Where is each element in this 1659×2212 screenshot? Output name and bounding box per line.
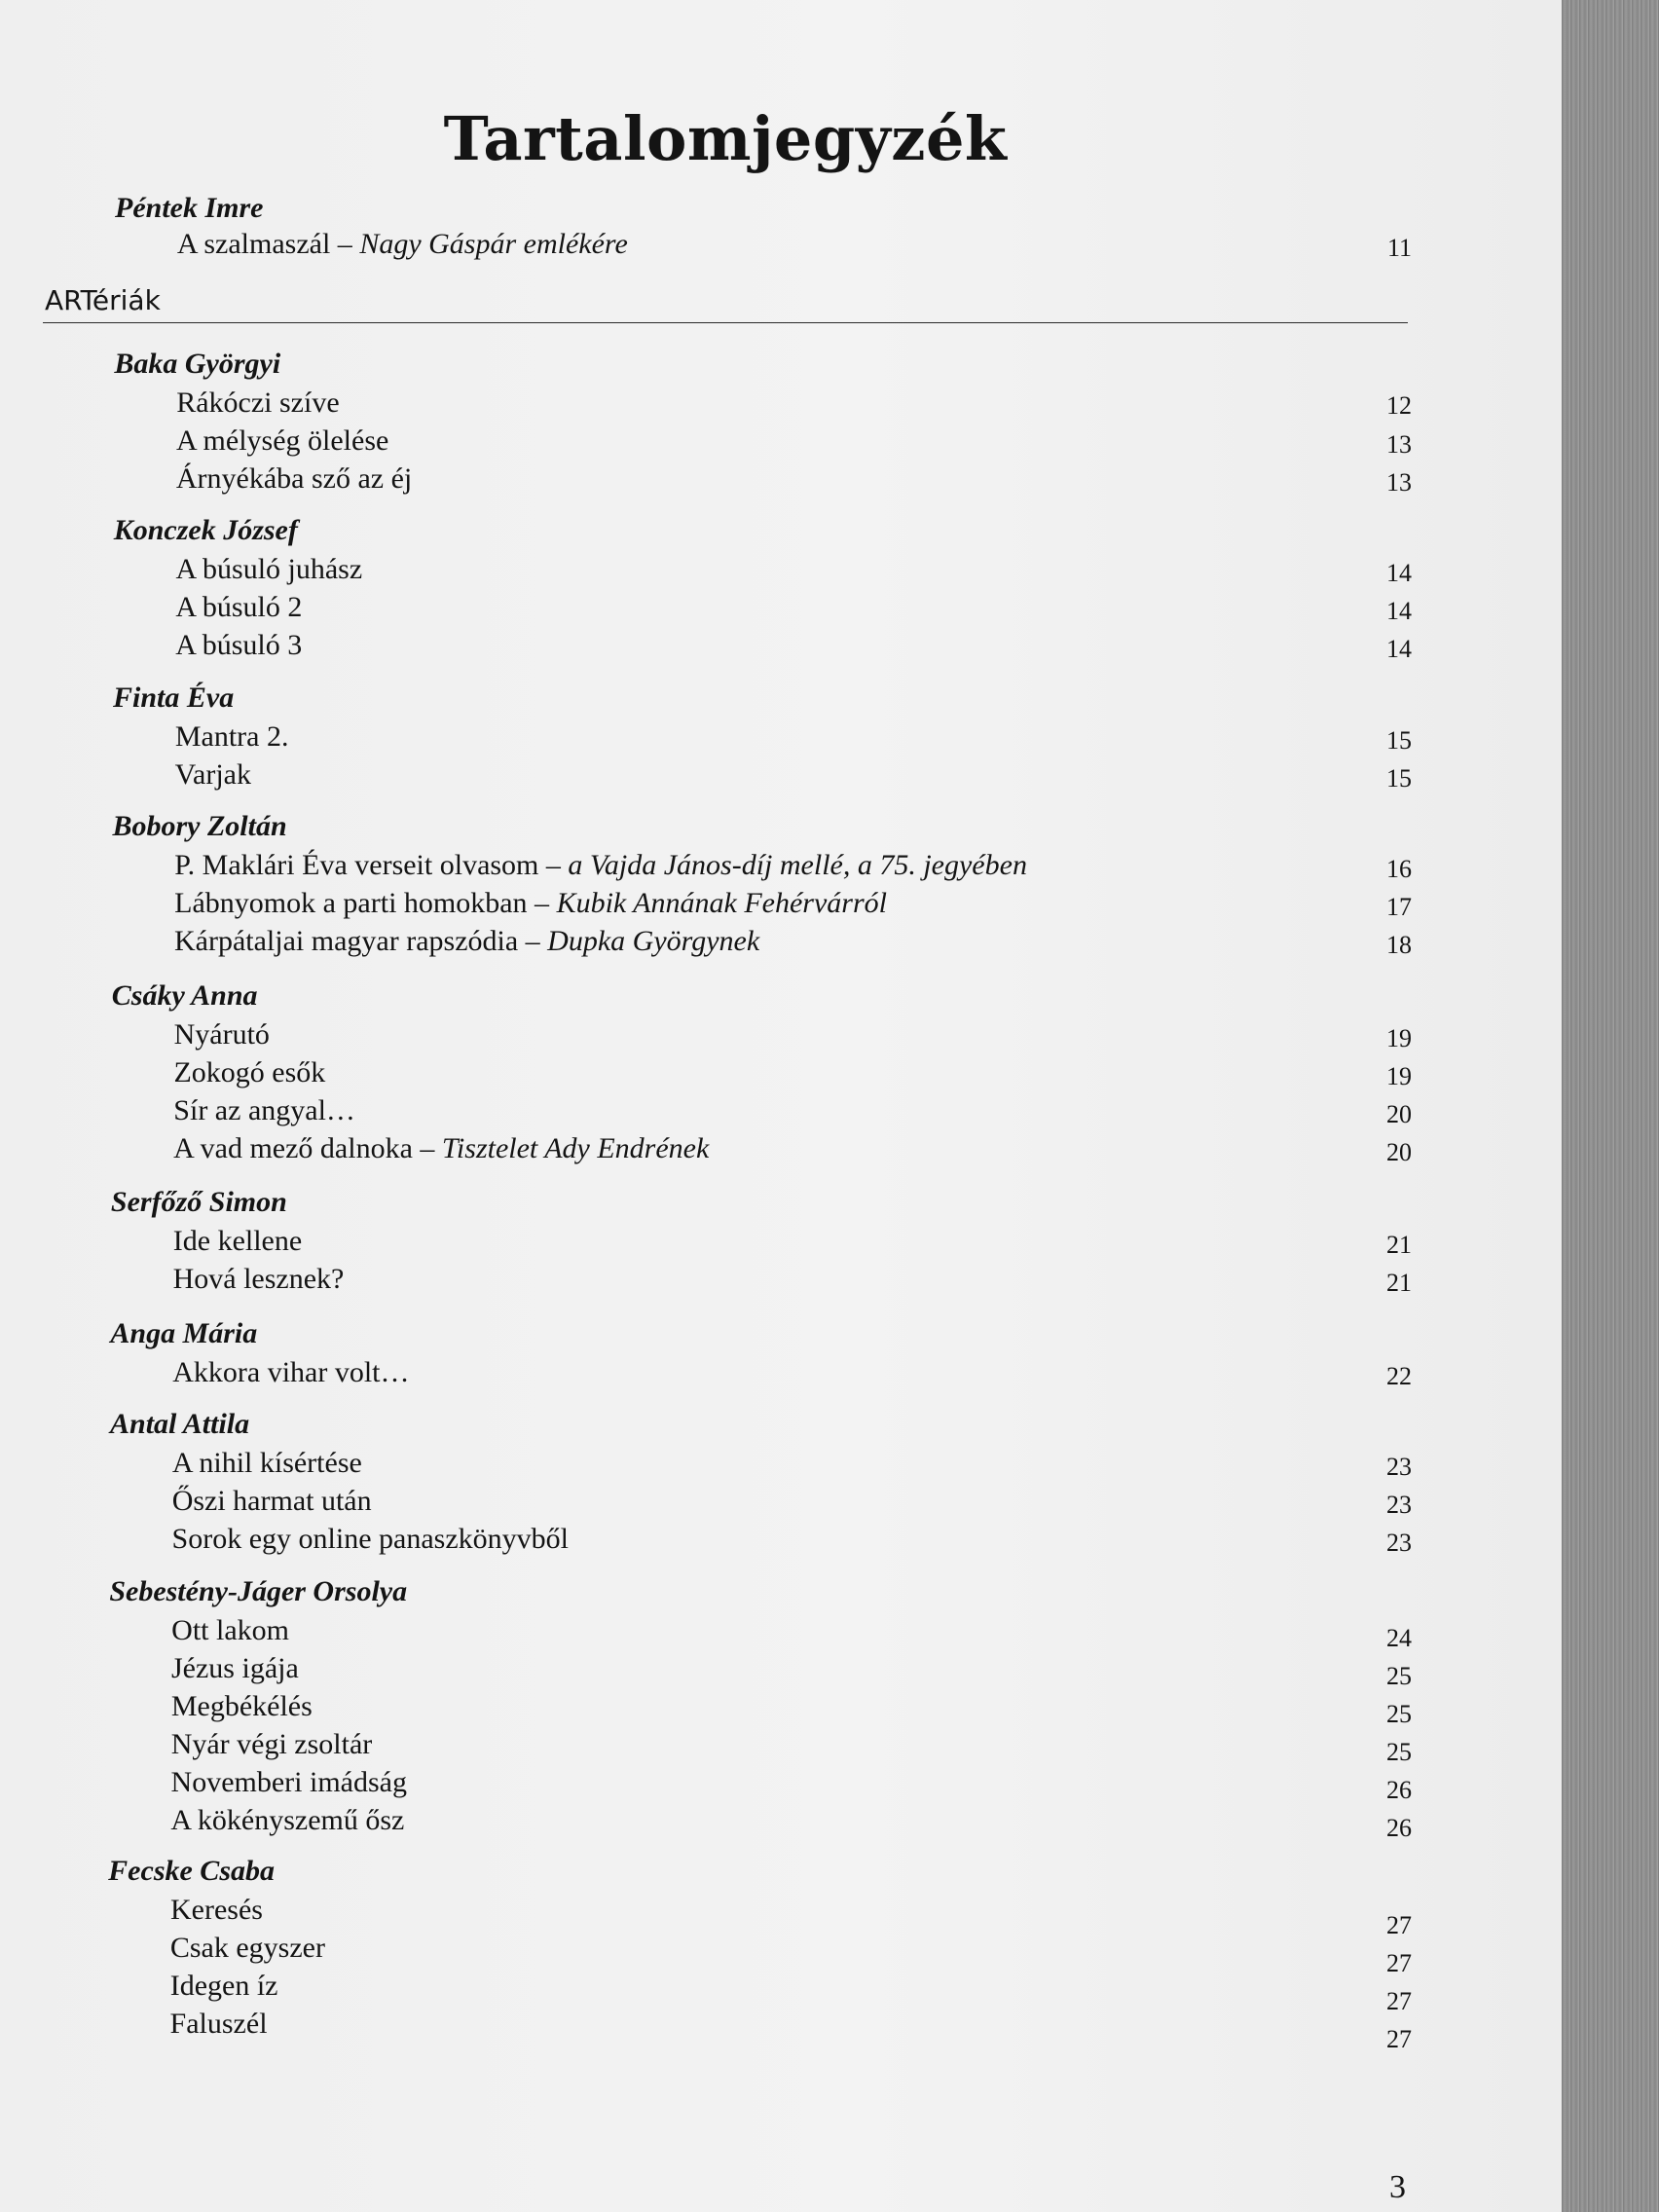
entry-title [171,1652,299,1685]
entry-page-number: 24 [1386,1624,1412,1652]
entry-title [173,1263,345,1296]
author-name: Konczek József [113,514,298,546]
entry-title-text: A mélység ölelése [176,424,389,457]
entry-title-text: A szalmaszál – [176,228,360,260]
entry-title-text: Árnyékába sző az éj [175,462,413,495]
entry-page-number: 12 [1386,391,1412,420]
entry-page-number: 20 [1386,1100,1412,1128]
entry-page-number: 23 [1386,1453,1412,1481]
author-name: Finta Éva [113,682,235,714]
author-name: Péntek Imre [115,192,264,224]
entry-page-number: 15 [1386,764,1412,793]
entry-title [173,1225,302,1258]
entry-title [176,553,363,586]
entry-page-number: 17 [1386,893,1412,921]
entry-title-text: A nihil kísértése [171,1447,362,1479]
entry-title [175,591,302,624]
entry-title-text: Jézus igája [171,1652,299,1684]
entry-title [171,1690,313,1723]
entry-title-text: P. Maklári Éva verseit olvasom – [174,849,569,881]
entry-page-number: 14 [1386,635,1412,663]
entry-title [174,887,887,920]
entry-title-text: A búsuló 2 [175,591,303,623]
entry-title-text: Nyár végi zsoltár [170,1728,373,1760]
entry-title-text: Megbékélés [170,1690,313,1722]
section-divider [43,322,1408,323]
entry-title [170,1894,263,1927]
entry-title-text: A búsuló juhász [175,553,363,585]
entry-title-text: Sorok egy online panaszkönyvből [171,1523,569,1555]
entry-page-number: 25 [1386,1738,1412,1766]
entry-title [175,758,251,792]
entry-title-text: Hová lesznek? [172,1263,345,1295]
entry-dedication: Tisztelet Ady Endrének [441,1132,710,1164]
entry-page-number: 25 [1386,1662,1412,1690]
entry-title [172,1485,372,1518]
entry-dedication: Kubik Annának Fehérvárról [556,887,887,919]
entry-page-number: 18 [1386,931,1412,959]
entry-title-text: Ott lakom [171,1614,289,1646]
entry-title-text: Rákóczi szíve [176,387,340,419]
entry-title-text: Ide kellene [172,1225,303,1257]
entry-title-text: Csak egyszer [169,1932,325,1964]
entry-title [172,1447,362,1480]
entry-title-text: Akkora vihar volt… [172,1356,410,1388]
entry-title-text: Őszi harmat után [171,1485,372,1517]
author-name: Csáky Anna [111,979,258,1012]
author-name: Fecske Csaba [108,1855,275,1887]
author-name: Baka Györgyi [114,348,281,380]
entry-title-text: Varjak [174,758,251,791]
entry-title [173,1094,355,1127]
author-name: Antal Attila [110,1408,250,1440]
entry-page-number: 21 [1386,1269,1412,1297]
entry-title [172,1523,569,1556]
author-name: Sebestény-Jáger Orsolya [109,1575,408,1607]
entry-title [175,629,302,662]
entry-page-number: 22 [1386,1362,1412,1390]
entry-title [175,720,289,754]
entry-page-number: 20 [1386,1138,1412,1166]
entry-title-text: Mantra 2. [174,720,289,753]
entry-title [174,849,1027,882]
author-name: Anga Mária [110,1317,258,1349]
entry-page-number: 19 [1386,1024,1412,1052]
entry-page-number: 26 [1386,1776,1412,1804]
entry-page-number: 16 [1386,855,1412,883]
entry-page-number: 27 [1386,1949,1412,1977]
entry-title-text: Zokogó esők [173,1056,326,1088]
entry-title-text: Nyárutó [173,1018,270,1051]
entry-title [171,1728,373,1761]
page-number: 3 [1389,2169,1406,2205]
entry-page-number: 11 [1386,234,1412,262]
page-edge-background [1562,0,1659,2212]
entry-title [174,1018,270,1051]
entry-page-number: 14 [1386,559,1412,587]
entry-title-text: Idegen íz [169,1970,278,2002]
entry-title-text: A kökényszemű ősz [170,1804,405,1836]
entry-title-text: A vad mező dalnoka – [173,1132,442,1164]
page-title: Tartalomjegyzék [443,102,1008,174]
entry-dedication: Nagy Gáspár emlékére [359,228,628,260]
entry-title-text: Kárpátaljai magyar rapszódia – [174,925,548,957]
entry-title [170,2008,268,2041]
entry-title-text: Faluszél [169,2008,268,2040]
entry-title [173,1056,325,1089]
entry-title [171,1766,407,1799]
entry-title [174,925,759,958]
entry-page-number: 27 [1386,1911,1412,1939]
entry-title [170,1804,404,1837]
author-name: Serfőző Simon [110,1186,287,1218]
entry-page-number: 19 [1386,1062,1412,1090]
entry-title [173,1132,709,1165]
entry-page-number: 27 [1386,1987,1412,2015]
entry-title [170,1970,278,2003]
entry-page-number: 13 [1386,468,1412,497]
entry-title [170,1932,325,1965]
entry-page-number: 21 [1386,1231,1412,1259]
entry-page-number: 23 [1386,1529,1412,1557]
author-name: Bobory Zoltán [112,810,287,842]
entry-title-text: Sír az angyal… [173,1094,355,1126]
entry-title [176,387,339,420]
entry-title-text: A búsuló 3 [175,629,303,661]
entry-page-number: 26 [1386,1814,1412,1842]
section-label: ARTériák [45,284,161,316]
entry-dedication: Dupka Györgynek [547,925,760,957]
entry-page-number: 25 [1386,1700,1412,1728]
entry-title-text: Novemberi imádság [170,1766,407,1798]
entry-title [172,1356,409,1389]
entry-page-number: 15 [1386,726,1412,755]
entry-title [176,462,412,496]
entry-page-number: 14 [1386,597,1412,625]
entry-title [176,424,388,458]
entry-title [177,228,628,261]
entry-title-text: Lábnyomok a parti homokban – [174,887,557,919]
entry-dedication: a Vajda János-díj mellé, a 75. jegyében [568,849,1027,881]
entry-page-number: 27 [1386,2025,1412,2053]
entry-page-number: 23 [1386,1491,1412,1519]
entry-page-number: 13 [1386,430,1412,459]
entry-title [171,1614,289,1647]
entry-title-text: Keresés [170,1894,263,1926]
